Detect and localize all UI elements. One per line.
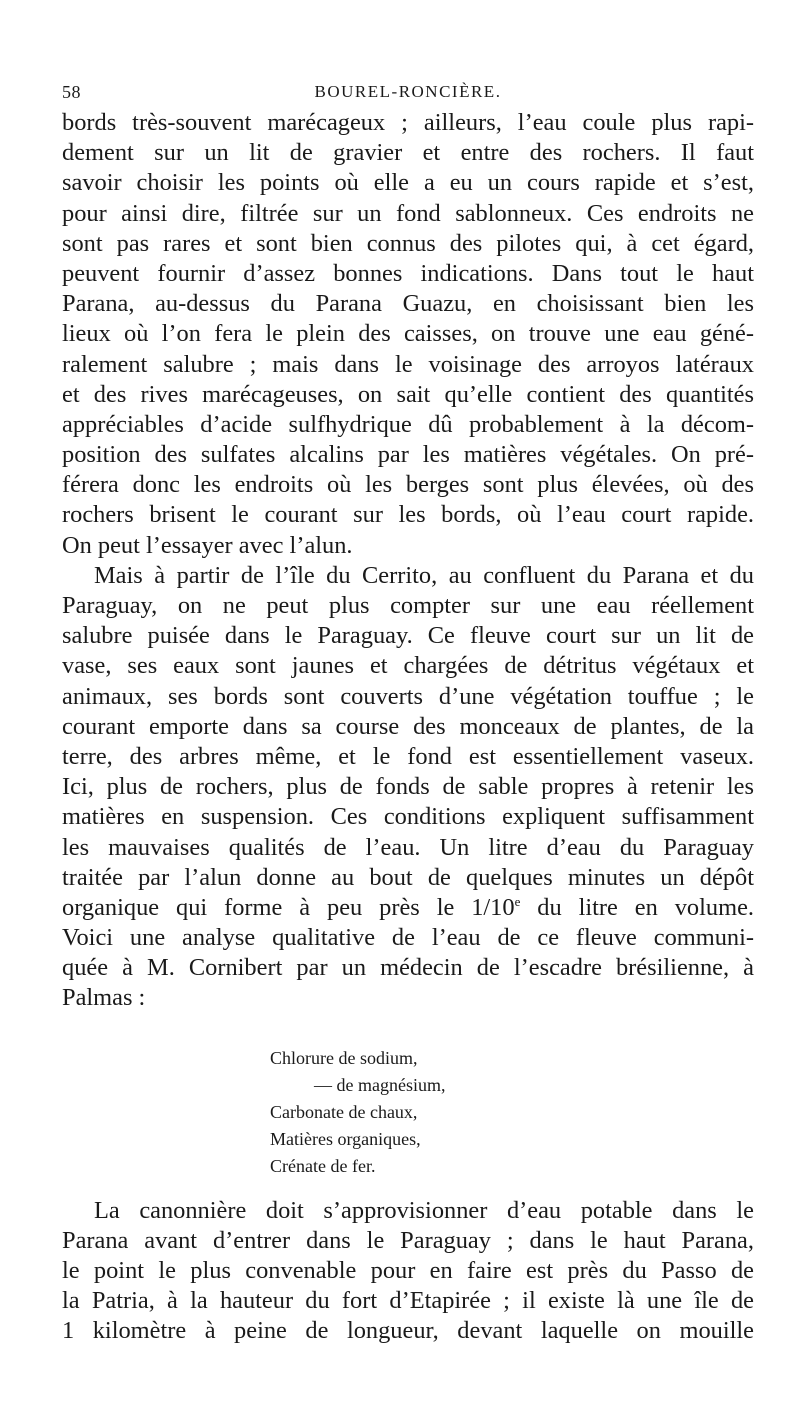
- fraction-superscript: e: [514, 893, 521, 909]
- text-line: Palmas :: [62, 984, 146, 1012]
- text-line: savoir choisir les points où elle a eu un cours rapide et s’est,: [62, 169, 754, 197]
- text-line: traitée par l’alun donne au bout de quelques minutes un dépôt: [62, 863, 754, 891]
- list-item: Carbonate de chaux,: [270, 1101, 418, 1122]
- text-line: rochers brisent le courant sur les bords, où l’eau court rapide.: [62, 501, 754, 529]
- text-line: appréciables d’acide sulfhydrique dû probablement à la décom-: [62, 410, 754, 438]
- fraction-rest: du litre en volume.: [520, 893, 754, 921]
- text-line: dement sur un lit de gravier et entre des rochers. Il faut: [62, 139, 754, 167]
- fraction-text: organique qui forme à peu près le 1/10: [62, 893, 515, 921]
- list-item: Chlorure de sodium,: [270, 1047, 418, 1068]
- text-line: le point le plus convenable pour en faire est près du Passo de: [62, 1257, 754, 1284]
- text-line: férera donc les endroits où les berges sont plus élevées, où des: [62, 471, 754, 499]
- text-line: Paraguay, on ne peut plus compter sur une eau réellement: [62, 592, 754, 619]
- text-line: les mauvaises qualités de l’eau. Un litre d’eau du Paraguay: [62, 833, 754, 861]
- text-line: salubre puisée dans le Paraguay. Ce fleuve court sur un lit de: [62, 622, 754, 650]
- text-line: la Patria, à la hauteur du fort d’Etapirée ; il existe là une île de: [62, 1287, 754, 1315]
- list-item: Matières organiques,: [270, 1128, 421, 1149]
- text-line: Voici une analyse qualitative de l’eau de ce fleuve communi-: [62, 924, 754, 952]
- text-line: et des rives marécageuses, on sait qu’elle contient des quantités: [62, 380, 754, 408]
- text-line: peuvent fournir d’assez bonnes indications. Dans tout le haut: [62, 259, 754, 287]
- book-page: [62, 0, 754, 1347]
- text-line: vase, ses eaux sont jaunes et chargées de détritus végétaux et: [62, 652, 754, 680]
- analysis-list: [62, 1024, 754, 1196]
- text-line: La canonnière doit s’approvisionner d’eau potable dans le: [94, 1196, 754, 1224]
- text-line: courant emporte dans sa course des monceaux de plantes, de la: [62, 712, 754, 740]
- text-line: ralement salubre ; mais dans le voisinage des arroyos latéraux: [62, 350, 754, 378]
- text-line: bords très-souvent marécageux ; ailleurs, l’eau coule plus rapi-: [62, 109, 754, 136]
- paragraph-3: [62, 1196, 754, 1347]
- text-line: animaux, ses bords sont couverts d’une végétation touffue ; le: [62, 682, 754, 710]
- text-line: Ici, plus de rochers, plus de fonds de sable propres à retenir les: [62, 773, 754, 801]
- text-line: Mais à partir de l’île du Cerrito, au confluent du Parana et du: [94, 561, 754, 589]
- text-line: sont pas rares et sont bien connus des pilotes qui, à cet égard,: [62, 229, 754, 257]
- text-line: 1 kilomètre à peine de longueur, devant laquelle on mouille: [62, 1317, 754, 1345]
- running-head: BOUREL-RONCIÈRE.: [314, 82, 502, 101]
- list-item: — de magnésium,: [314, 1074, 446, 1095]
- text-line: lieux où l’on fera le plein des caisses, on trouve une eau géné-: [62, 320, 754, 348]
- text-line: Parana avant d’entrer dans le Paraguay ; dans le haut Parana,: [62, 1226, 754, 1254]
- text-line: On peut l’essayer avec l’alun.: [62, 531, 353, 559]
- page-header: [62, 0, 754, 108]
- text-line: Parana, au-dessus du Parana Guazu, en choisissant bien les: [62, 290, 754, 318]
- paragraph-2: [62, 561, 754, 1014]
- page-number: 58: [62, 82, 81, 102]
- text-line: position des sulfates alcalins par les matières végétales. On pré-: [62, 441, 754, 469]
- text-line: quée à M. Cornibert par un médecin de l’escadre brésilienne, à: [62, 954, 754, 982]
- paragraph-1: [62, 108, 754, 561]
- text-line: matières en suspension. Ces conditions expliquent suffisamment: [62, 803, 754, 831]
- list-item: Crénate de fer.: [270, 1155, 376, 1176]
- text-line: terre, des arbres même, et le fond est essentiellement vaseux.: [62, 742, 754, 770]
- text-line-fraction: [62, 893, 754, 923]
- text-line: pour ainsi dire, filtrée sur un fond sablonneux. Ces endroits ne: [62, 199, 754, 227]
